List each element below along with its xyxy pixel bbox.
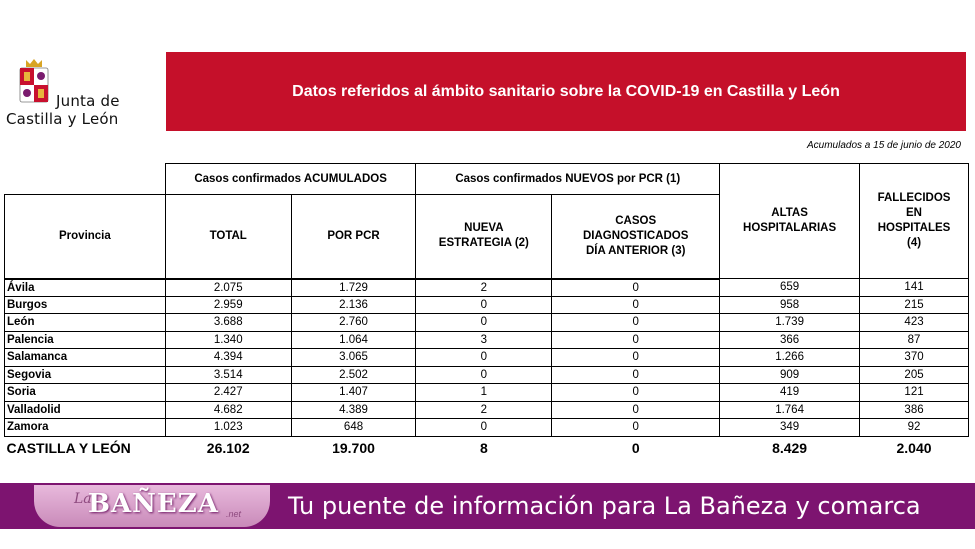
header-por-pcr: POR PCR: [291, 195, 416, 279]
cell-fallecidos: 205: [860, 366, 969, 384]
cell-provincia: Ávila: [5, 279, 166, 297]
cell-provincia: Zamora: [5, 419, 166, 437]
total-cell-fallecidos: 2.040: [896, 440, 932, 457]
group-header-acumulados: Casos confirmados ACUMULADOS: [165, 164, 416, 195]
cell-provincia: Salamanca: [5, 349, 166, 367]
header-total: TOTAL: [165, 195, 291, 279]
cell-nueva: 0: [416, 296, 552, 314]
cell-nueva: 2: [416, 401, 552, 419]
total-row: [5, 436, 969, 460]
table-row: [5, 314, 969, 332]
banner-title: Datos referidos al ámbito sanitario sobre la COVID-19 en Castilla y León: [292, 82, 840, 100]
cell-dia-anterior: 0: [552, 314, 720, 332]
cell-total: 2.427: [165, 384, 291, 402]
cell-dia-anterior: 0: [552, 349, 720, 367]
cell-altas: 1.739: [720, 314, 860, 332]
total-cell-altas: 8.429: [772, 440, 808, 457]
cell-altas: 366: [720, 331, 860, 349]
cell-fallecidos: 370: [860, 349, 969, 367]
cell-dia-anterior: 0: [552, 279, 720, 297]
cell-dia-anterior: 0: [552, 401, 720, 419]
cell-altas: 419: [720, 384, 860, 402]
table-row: [5, 366, 969, 384]
header-casos-dia-anterior: [552, 195, 720, 279]
cell-altas: 958: [720, 296, 860, 314]
cell-dia-anterior: 0: [552, 296, 720, 314]
footer-slogan: Tu puente de información para La Bañeza y comarca: [288, 492, 921, 520]
cell-dia-anterior: 0: [552, 384, 720, 402]
cell-provincia: Palencia: [5, 331, 166, 349]
cell-total: 1.340: [165, 331, 291, 349]
cell-altas: 909: [720, 366, 860, 384]
logo-line1: Junta de: [56, 92, 120, 110]
header-blank: [5, 164, 166, 195]
castilla-leon-shield-icon: [16, 58, 52, 108]
cell-por-pcr: 1.064: [291, 331, 416, 349]
header-nueva-line2: ESTRATEGIA (2): [438, 237, 529, 250]
cell-nueva: 2: [416, 279, 552, 297]
cell-dia-anterior: 0: [552, 331, 720, 349]
logo-line2: Castilla y León: [6, 110, 119, 128]
cell-nueva: 0: [416, 419, 552, 437]
cell-total: 1.023: [165, 419, 291, 437]
table-row: [5, 419, 969, 437]
cell-nueva: 0: [416, 349, 552, 367]
table-row: [5, 384, 969, 402]
table-body: [5, 279, 969, 461]
cell-dia-anterior: 0: [552, 366, 720, 384]
cell-por-pcr: 2.760: [291, 314, 416, 332]
covid-data-table: [4, 163, 969, 460]
cell-fallecidos: 92: [860, 419, 969, 437]
header-fallecidos-line1: FALLECIDOS: [877, 192, 951, 204]
cell-dia-anterior: 0: [552, 419, 720, 437]
cell-provincia: Valladolid: [5, 401, 166, 419]
header-fallecidos-line3: HOSPITALES: [877, 222, 951, 234]
header-fallecidos-line4: (4): [906, 237, 922, 249]
cell-por-pcr: 648: [291, 419, 416, 437]
brand-suffix: .net: [226, 509, 242, 519]
cell-total: 2.075: [165, 279, 291, 297]
cell-fallecidos: 386: [860, 401, 969, 419]
cell-total: 3.514: [165, 366, 291, 384]
table-row: [5, 401, 969, 419]
header-nueva-estrategia: [416, 195, 552, 279]
cell-total: 2.959: [165, 296, 291, 314]
brand-name: BAÑEZA: [88, 489, 219, 519]
brand-prefix: La: [74, 491, 92, 507]
cell-provincia: León: [5, 314, 166, 332]
cell-nueva: 0: [416, 366, 552, 384]
cell-fallecidos: 423: [860, 314, 969, 332]
group-header-nuevos: Casos confirmados NUEVOS por PCR (1): [416, 164, 720, 195]
header-altas-line1: ALTAS: [771, 207, 808, 219]
total-cell-provincia: CASTILLA Y LEÓN: [6, 440, 131, 457]
header-casos-line2: DIAGNOSTICADOS: [583, 229, 689, 242]
table-row: [5, 279, 969, 297]
total-cell-nueva: 8: [479, 440, 488, 457]
cell-por-pcr: 2.502: [291, 366, 416, 384]
cell-fallecidos: 215: [860, 296, 969, 314]
cell-altas: 1.266: [720, 349, 860, 367]
header-casos-line1: CASOS: [615, 214, 657, 227]
header-altas-line2: HOSPITALARIAS: [743, 222, 837, 234]
cell-fallecidos: 87: [860, 331, 969, 349]
cell-total: 3.688: [165, 314, 291, 332]
table-row: [5, 331, 969, 349]
cell-fallecidos: 121: [860, 384, 969, 402]
cell-total: 4.394: [165, 349, 291, 367]
header-altas: [720, 164, 860, 279]
header-banner: [166, 52, 966, 131]
cell-por-pcr: 1.729: [291, 279, 416, 297]
cell-por-pcr: 1.407: [291, 384, 416, 402]
header-nueva-line1: NUEVA: [464, 222, 504, 235]
cell-altas: 1.764: [720, 401, 860, 419]
cell-altas: 659: [720, 279, 860, 297]
header-fallecidos-line2: EN: [906, 207, 922, 219]
header-casos-line3: DÍA ANTERIOR (3): [585, 244, 686, 257]
cell-provincia: Soria: [5, 384, 166, 402]
footer-band: [0, 483, 975, 529]
cell-fallecidos: 141: [860, 279, 969, 297]
cell-nueva: 0: [416, 314, 552, 332]
la-baneza-logo[interactable]: [34, 485, 270, 527]
cell-provincia: Burgos: [5, 296, 166, 314]
junta-castilla-leon-logo: [6, 58, 146, 130]
table-row: [5, 296, 969, 314]
header-fallecidos: [860, 164, 969, 279]
total-cell-dia-anterior: 0: [631, 440, 640, 457]
table-row: [5, 349, 969, 367]
cell-provincia: Segovia: [5, 366, 166, 384]
date-note: Acumulados a 15 de junio de 2020: [806, 140, 961, 151]
cell-por-pcr: 4.389: [291, 401, 416, 419]
header-provincia: Provincia: [5, 195, 166, 279]
cell-total: 4.682: [165, 401, 291, 419]
total-cell-total: 26.102: [206, 440, 250, 457]
cell-por-pcr: 3.065: [291, 349, 416, 367]
total-cell-por-pcr: 19.700: [332, 440, 375, 457]
cell-nueva: 3: [416, 331, 552, 349]
cell-por-pcr: 2.136: [291, 296, 416, 314]
cell-altas: 349: [720, 419, 860, 437]
cell-nueva: 1: [416, 384, 552, 402]
